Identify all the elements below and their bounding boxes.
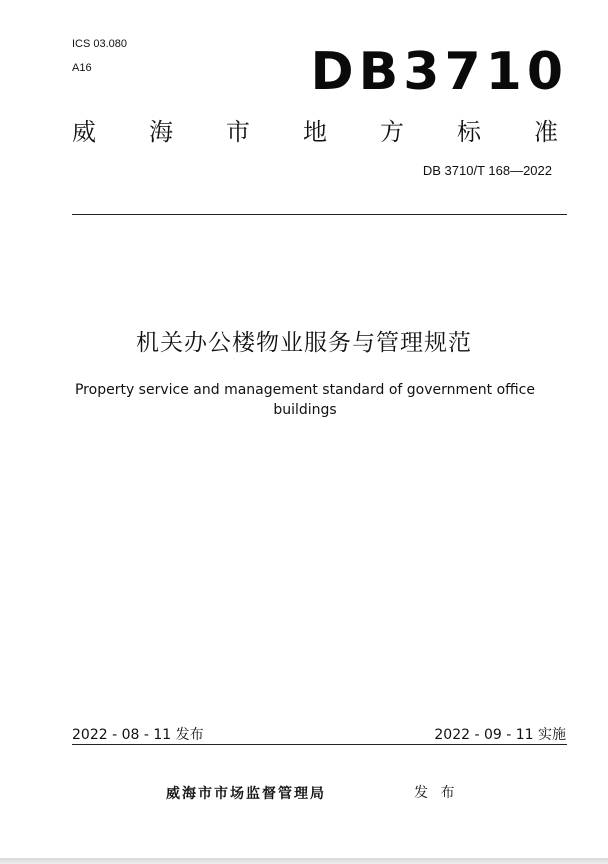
standard-type-char: 地 (303, 118, 327, 146)
standard-type-char: 海 (149, 118, 173, 146)
english-title-line: Property service and management standard of government office (74, 382, 535, 398)
implement-date: 2022 - 09 - 11 实施 (434, 727, 566, 743)
standard-logo: DB3710 (310, 42, 568, 102)
ics-code: ICS 03.080 (72, 38, 128, 50)
issuing-authority: 威海市市场监督管理局 (166, 786, 326, 802)
page-bottom-shadow (0, 858, 608, 864)
document-title-english (60, 380, 550, 420)
english-title-line: buildings (273, 402, 337, 418)
standard-type-char: 方 (380, 118, 404, 146)
standard-type-char: 威 (72, 118, 96, 146)
footer-divider (72, 744, 567, 745)
classification-code: A16 (72, 62, 92, 74)
standard-number: DB 3710/T 168—2022 (422, 163, 552, 178)
document-title-chinese: 机关办公楼物业服务与管理规范 (136, 330, 472, 356)
standard-type-char: 市 (226, 118, 250, 146)
standard-type-heading (72, 116, 558, 148)
header-divider (72, 214, 567, 215)
publish-date: 2022 - 08 - 11 发布 (72, 727, 204, 743)
standard-type-char: 准 (534, 118, 558, 146)
issue-label: 发 布 (414, 785, 459, 801)
standard-type-char: 标 (457, 118, 481, 146)
